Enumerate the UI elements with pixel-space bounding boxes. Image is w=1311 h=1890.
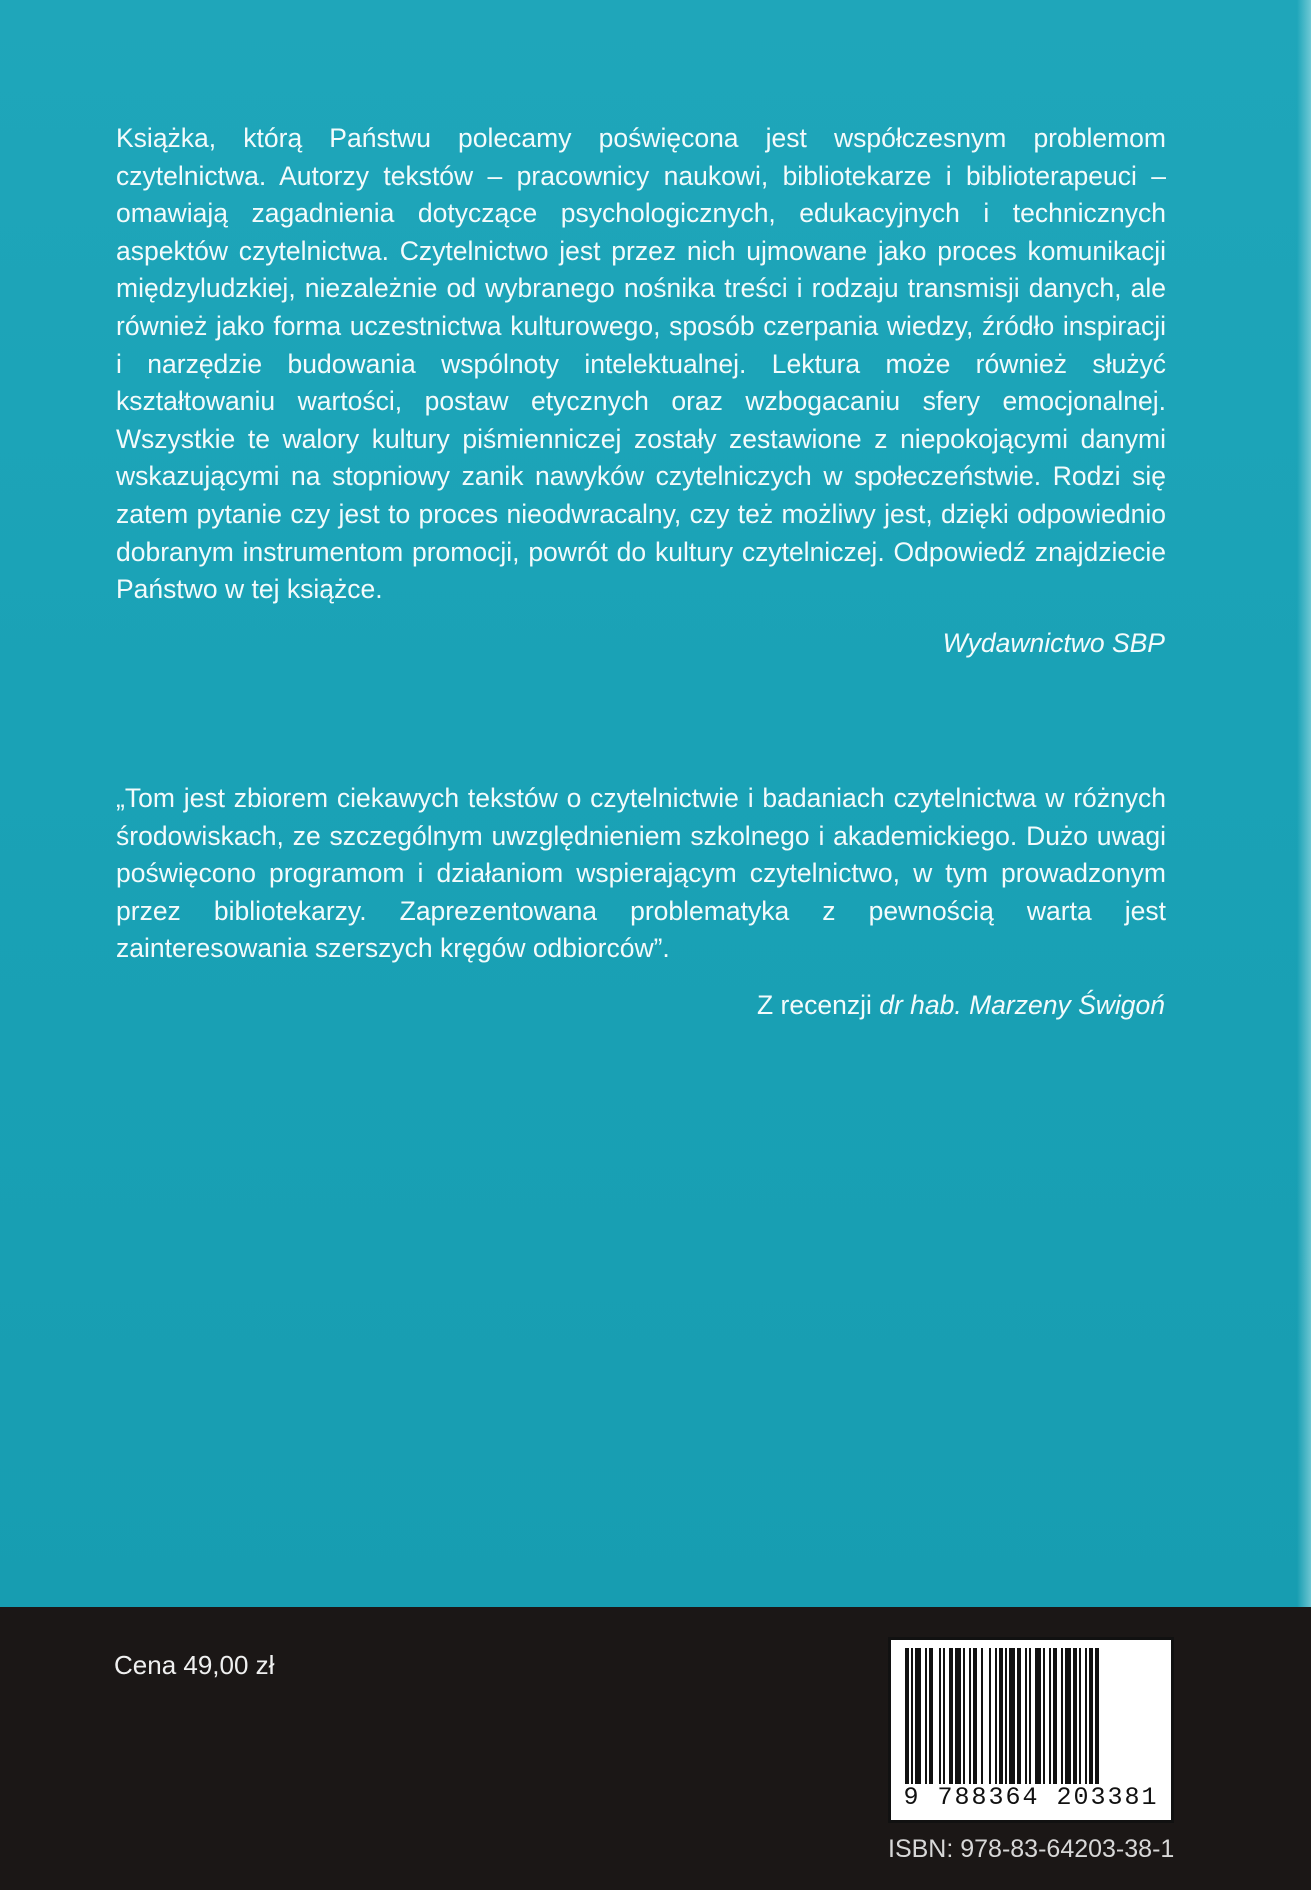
barcode-bar	[999, 1648, 1003, 1784]
barcode-bar	[915, 1648, 921, 1784]
review-source-author: dr hab. Marzeny Świgoń	[879, 990, 1165, 1020]
barcode-bar	[969, 1648, 971, 1784]
barcode-bar	[995, 1648, 997, 1784]
barcode-bar	[989, 1648, 991, 1784]
barcode-bar	[1029, 1648, 1031, 1784]
barcode-bar	[1061, 1648, 1063, 1784]
barcode-bar	[905, 1648, 909, 1784]
barcode-bar	[1079, 1648, 1081, 1784]
barcode-bar	[1025, 1648, 1027, 1784]
barcode-bar	[1009, 1648, 1015, 1784]
barcode-bar	[1085, 1648, 1087, 1784]
barcode-bar	[955, 1648, 961, 1784]
barcode-bar	[949, 1648, 953, 1784]
barcode-bar	[1035, 1648, 1041, 1784]
barcode-bar	[1017, 1648, 1021, 1784]
barcode-bar	[1073, 1648, 1077, 1784]
barcode-bar	[1049, 1648, 1051, 1784]
barcode-bar	[1089, 1648, 1093, 1784]
barcode-bar	[981, 1648, 983, 1784]
barcode-bar	[943, 1648, 945, 1784]
publisher-signature: Wydawnictwo SBP	[942, 628, 1165, 658]
book-blurb: Książka, którą Państwu polecamy poświęcona jest współczesnym problemom czytelnictwa. Autorzy tekstów – pracownicy naukowi, bibliotekarze i biblioterapeuci – omawiają zagadnienia dotyczące psychologicznych, edukacyjnych i technicznych aspektów czytelnictwa. Czytelnictwo jest przez nich ujmowane jako proces komunikacji międzyludzkiej, niezależnie od wybranego nośnika treści i rodzaju transmisji danych, ale również jako forma uczestnictwa kulturowego, sposób czerpania wiedzy, źródło inspiracji i narzędzie budowania wspólnoty intelektualnej. Lektura może również służyć kształtowaniu wartości, postaw etycznych oraz wzbogacaniu sfery emocjonalnej. Wszystkie te walory kultury piśmienniczej zostały zestawione z niepokojącymi danymi wskazującymi na stopniowy zanik nawyków czytelniczych w społeczeństwie. Rodzi się zatem pytanie czy jest to proces nieodwracalny, czy też możliwy jest, dzięki odpowiednio dobranym instrumentom promocji, powrót do kultury czytelniczej. Odpowiedź znajdziecie Państwo w tej książce.	[116, 123, 1166, 605]
barcode-bar	[1043, 1648, 1045, 1784]
barcode-digits: 9 788364 203381	[903, 1783, 1159, 1812]
barcode-bar	[973, 1648, 977, 1784]
barcode-bar	[963, 1648, 965, 1784]
footer-band	[0, 1607, 1311, 1890]
barcode-bar	[929, 1648, 933, 1784]
barcode-bar	[925, 1648, 927, 1784]
barcode-bar	[911, 1648, 913, 1784]
barcode-bar	[1053, 1648, 1057, 1784]
barcode-bars	[903, 1648, 1159, 1784]
barcode-bar	[939, 1648, 941, 1784]
barcode-bar	[1065, 1648, 1071, 1784]
barcode-bar	[1095, 1648, 1099, 1784]
price-label: Cena 49,00 zł	[114, 1650, 275, 1680]
review-source	[757, 990, 1165, 1021]
barcode	[888, 1637, 1174, 1823]
isbn-label: ISBN: 978-83-64203-38-1	[888, 1835, 1175, 1863]
review-source-prefix: Z recenzji	[757, 990, 880, 1020]
barcode-bar	[1005, 1648, 1007, 1784]
review-quote: „Tom jest zbiorem ciekawych tekstów o czytelnictwie i badaniach czytelnictwa w różnych środowiskach, ze szczególnym uwzględnieniem szkolnego i akademickiego. Dużo uwagi poświęcono programom i działaniom wspierającym czytelnictwo, w tym prowadzonym przez bibliotekarzy. Zaprezentowana problematyka z pewnością warta jest zainteresowania szerszych kręgów odbiorców”.	[116, 783, 1166, 964]
